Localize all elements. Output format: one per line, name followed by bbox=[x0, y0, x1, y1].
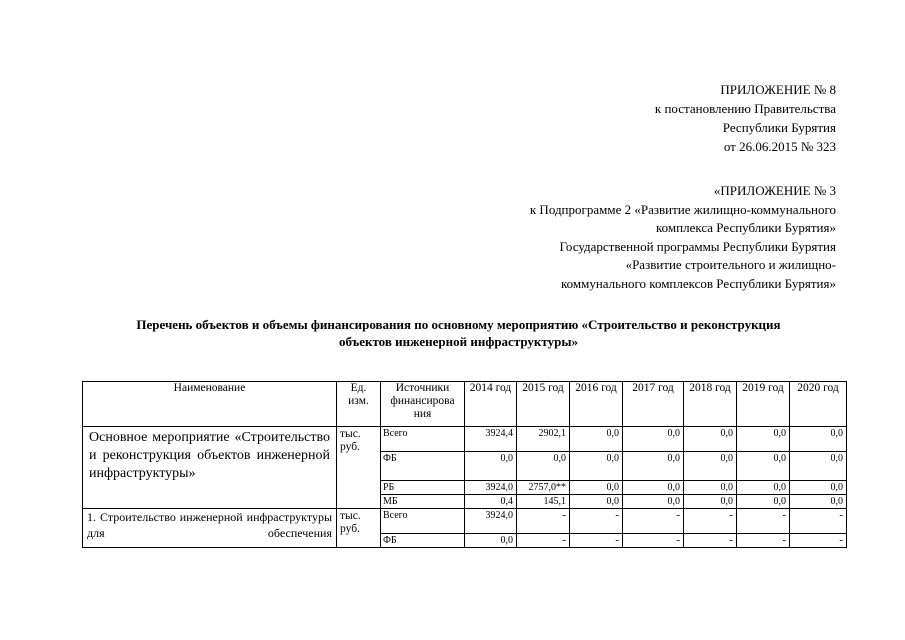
value-cell: 0,0 bbox=[790, 427, 847, 452]
value-cell: 0,0 bbox=[790, 495, 847, 509]
value-cell: 0,0 bbox=[623, 452, 684, 481]
source-cell: Всего bbox=[381, 509, 465, 534]
value-cell: - bbox=[623, 534, 684, 548]
value-cell: - bbox=[790, 509, 847, 534]
value-cell: 0,0 bbox=[623, 427, 684, 452]
header-source: Источники финансирова ния bbox=[381, 382, 465, 427]
source-cell: Всего bbox=[381, 427, 465, 452]
header-unit: Ед. изм. bbox=[337, 382, 381, 427]
value-cell: - bbox=[570, 534, 623, 548]
value-cell: 0,0 bbox=[465, 452, 517, 481]
value-cell: 0,0 bbox=[517, 452, 570, 481]
value-cell: 3924,0 bbox=[465, 481, 517, 495]
value-cell: 0,0 bbox=[684, 495, 737, 509]
document-title bbox=[70, 316, 847, 350]
approval-line: от 26.06.2015 № 323 bbox=[723, 139, 836, 154]
value-cell: 0,0 bbox=[570, 481, 623, 495]
annex-line: комплекса Республики Бурятия» bbox=[656, 220, 836, 235]
value-cell: 0,0 bbox=[465, 534, 517, 548]
annex-header bbox=[440, 182, 836, 293]
value-cell: 0,0 bbox=[570, 495, 623, 509]
value-cell: 0,4 bbox=[465, 495, 517, 509]
value-cell: 145,1 bbox=[517, 495, 570, 509]
value-cell: - bbox=[684, 534, 737, 548]
value-cell: 0,0 bbox=[790, 452, 847, 481]
annex-line: «ПРИЛОЖЕНИЕ № 3 bbox=[713, 183, 836, 198]
value-cell: - bbox=[737, 509, 790, 534]
value-cell: 3924,4 bbox=[465, 427, 517, 452]
value-cell: - bbox=[517, 509, 570, 534]
title-line: Перечень объектов и объемы финансирования по основному мероприятию «Строительство и реконструкция bbox=[136, 317, 781, 332]
header-year: 2019 год bbox=[737, 382, 790, 427]
annex-line: коммунального комплексов Республики Бурятия» bbox=[560, 275, 836, 291]
source-cell: РБ bbox=[381, 481, 465, 495]
item-name: 1. Строительство инженерной инфраструктуры для обеспечения bbox=[83, 509, 337, 548]
value-cell: 0,0 bbox=[623, 495, 684, 509]
value-cell: 0,0 bbox=[684, 452, 737, 481]
value-cell: 0,0 bbox=[570, 452, 623, 481]
source-cell: МБ bbox=[381, 495, 465, 509]
annex-line: к Подпрограмме 2 «Развитие жилищно-коммунального bbox=[529, 201, 836, 217]
annex-line: Государственной программы Республики Бурятия bbox=[559, 238, 836, 254]
value-cell: 0,0 bbox=[737, 427, 790, 452]
unit-cell: тыс. руб. bbox=[337, 427, 381, 509]
annex-line: «Развитие строительного и жилищно- bbox=[625, 257, 836, 272]
table-row bbox=[83, 509, 847, 534]
header-year: 2018 год bbox=[684, 382, 737, 427]
value-cell: 0,0 bbox=[623, 481, 684, 495]
value-cell: 0,0 bbox=[684, 481, 737, 495]
header-year: 2016 год bbox=[570, 382, 623, 427]
value-cell: - bbox=[684, 509, 737, 534]
approval-stamp bbox=[560, 80, 836, 156]
approval-line: к постановлению Правительства bbox=[654, 101, 836, 116]
source-cell: ФБ bbox=[381, 452, 465, 481]
value-cell: 2757,0** bbox=[517, 481, 570, 495]
value-cell: - bbox=[790, 534, 847, 548]
header-year: 2015 год bbox=[517, 382, 570, 427]
measure-name: Основное мероприятие «Строительство и реконструкция объектов инженерной инфраструктуры» bbox=[83, 427, 337, 509]
approval-line: Республики Бурятия bbox=[722, 120, 836, 135]
value-cell: 0,0 bbox=[737, 452, 790, 481]
value-cell: 0,0 bbox=[684, 427, 737, 452]
source-cell: ФБ bbox=[381, 534, 465, 548]
value-cell: 3924,0 bbox=[465, 509, 517, 534]
value-cell: 2902,1 bbox=[517, 427, 570, 452]
header-year: 2014 год bbox=[465, 382, 517, 427]
value-cell: - bbox=[570, 509, 623, 534]
table-row bbox=[83, 427, 847, 452]
value-cell: - bbox=[737, 534, 790, 548]
value-cell: 0,0 bbox=[790, 481, 847, 495]
header-year: 2017 год bbox=[623, 382, 684, 427]
value-cell: - bbox=[623, 509, 684, 534]
header-year: 2020 год bbox=[790, 382, 847, 427]
table-header-row bbox=[83, 382, 847, 427]
financing-table bbox=[82, 381, 847, 548]
unit-cell: тыс. руб. bbox=[337, 509, 381, 548]
header-name: Наименование bbox=[83, 382, 337, 427]
value-cell: 0,0 bbox=[737, 481, 790, 495]
title-line: объектов инженерной инфраструктуры» bbox=[338, 334, 579, 349]
value-cell: 0,0 bbox=[737, 495, 790, 509]
approval-line: ПРИЛОЖЕНИЕ № 8 bbox=[720, 82, 836, 97]
value-cell: 0,0 bbox=[570, 427, 623, 452]
value-cell: - bbox=[517, 534, 570, 548]
